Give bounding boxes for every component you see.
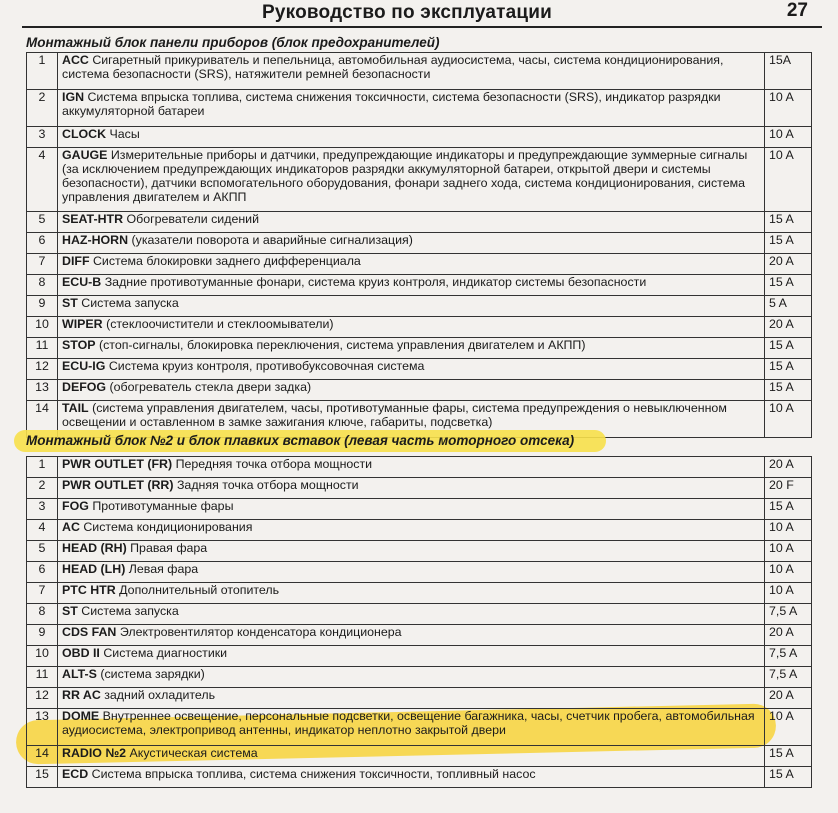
fuse-description <box>58 457 765 478</box>
page-number: 27 <box>786 0 808 21</box>
fuse-rating: 10 A <box>765 401 812 438</box>
fuse-row <box>27 541 812 562</box>
fuse-circuit-text: (указатели поворота и аварийные сигнализация) <box>131 233 413 247</box>
fuse-code: ECD <box>62 767 89 781</box>
fuse-description <box>58 709 765 746</box>
fuse-number: 9 <box>27 296 58 317</box>
fuse-rating: 15 A <box>765 233 812 254</box>
fuse-code: HEAD (RH) <box>62 541 127 555</box>
fuse-number: 2 <box>27 90 58 127</box>
fuse-row <box>27 688 812 709</box>
fuse-code: WIPER <box>62 317 103 331</box>
fuse-number: 14 <box>27 746 58 767</box>
fuse-row <box>27 233 812 254</box>
fuse-description <box>58 254 765 275</box>
fuse-rating: 15 A <box>765 359 812 380</box>
fuse-circuit-text: Внутреннее освещение, персональные подсветки, освещение багажника, часы, счетчик пробега, автомобильная аудиосистема, электропривод антенны, индикатор неплотно закрытой двери <box>62 709 755 737</box>
fuse-circuit-text: Система кондиционирования <box>83 520 253 534</box>
page-title: Руководство по эксплуатации <box>262 2 553 23</box>
fuse-row <box>27 625 812 646</box>
fuse-description <box>58 667 765 688</box>
fuse-code: OBD II <box>62 646 100 660</box>
fuse-rating: 7,5 A <box>765 604 812 625</box>
fuse-circuit-text: Левая фара <box>128 562 199 576</box>
fuse-number: 6 <box>27 233 58 254</box>
fuse-number: 5 <box>27 541 58 562</box>
fuse-number: 7 <box>27 254 58 275</box>
fuse-rating: 7,5 A <box>765 667 812 688</box>
fuse-row <box>27 275 812 296</box>
fuse-code: ECU-B <box>62 275 102 289</box>
fuse-row <box>27 359 812 380</box>
fuse-code: CDS FAN <box>62 625 117 639</box>
fuse-circuit-text: Дополнительный отопитель <box>119 583 280 597</box>
fuse-code: PWR OUTLET (FR) <box>62 457 173 471</box>
fuse-description <box>58 53 765 90</box>
fuse-description <box>58 233 765 254</box>
fuse-number: 4 <box>27 520 58 541</box>
fuse-circuit-text: (стеклоочистители и стеклоомыватели) <box>106 317 334 331</box>
fuse-row <box>27 53 812 90</box>
fuse-rating: 10 A <box>765 127 812 148</box>
fuse-rating: 15 A <box>765 338 812 359</box>
fuse-circuit-text: Сигаретный прикуриватель и пепельница, автомобильная аудиосистема, часы, система кондиционирования, система безопасности (SRS), натяжители ремней безопасности <box>62 53 724 81</box>
page-header <box>22 0 822 28</box>
fuse-number: 13 <box>27 709 58 746</box>
fuse-circuit-text: Измерительные приборы и датчики, предупреждающие индикаторы и предупреждающие зуммерные сигналы (за исключением предупреждающих индикаторов разрядки аккумуляторной батареи, открытой двери и системы безопасности), датчики вспомогательного оборудования, фонари заднего хода, система кондиционирования, система управления двигателем и АКПП <box>62 148 748 204</box>
fuse-number: 2 <box>27 478 58 499</box>
fuse-code: HAZ-HORN <box>62 233 129 247</box>
fuse-circuit-text: Обогреватели сидений <box>126 212 260 226</box>
fuse-description <box>58 746 765 767</box>
fuse-description <box>58 688 765 709</box>
fuse-row <box>27 604 812 625</box>
fuse-rating: 20 A <box>765 688 812 709</box>
fuse-rating: 10 A <box>765 562 812 583</box>
fuse-row <box>27 767 812 788</box>
fuse-rating: 10 A <box>765 148 812 212</box>
fuse-rating: 5 A <box>765 296 812 317</box>
fuse-rating: 15 A <box>765 767 812 788</box>
fuse-circuit-text: Часы <box>109 127 140 141</box>
fuse-circuit-text: Передняя точка отбора мощности <box>175 457 373 471</box>
fuse-code: GAUGE <box>62 148 108 162</box>
fuse-number: 9 <box>27 625 58 646</box>
fuse-description <box>58 127 765 148</box>
fuse-circuit-text: Задние противотуманные фонари, система круиз контроля, индикатор системы безопасности <box>104 275 647 289</box>
fuse-circuit-text: Задняя точка отбора мощности <box>176 478 359 492</box>
fuse-circuit-text: Система запуска <box>81 604 179 618</box>
fuse-description <box>58 296 765 317</box>
fuse-row <box>27 746 812 767</box>
fuse-row <box>27 338 812 359</box>
fuse-description <box>58 338 765 359</box>
fuse-circuit-text: Электровентилятор конденсатора кондиционера <box>119 625 402 639</box>
fuse-rating: 10 A <box>765 520 812 541</box>
fuse-number: 11 <box>27 667 58 688</box>
engine-bay-fuse-table <box>26 456 812 788</box>
section1-title: Монтажный блок панели приборов (блок предохранителей) <box>26 35 440 50</box>
fuse-number: 14 <box>27 401 58 438</box>
fuse-circuit-text: (система управления двигателем, часы, противотуманные фары, система предупреждения о невыключенном освещении и оставленном в замке зажигания ключе, габариты, подсветка) <box>62 401 727 429</box>
fuse-circuit-text: Система блокировки заднего дифференциала <box>92 254 361 268</box>
fuse-code: AC <box>62 520 80 534</box>
fuse-row <box>27 254 812 275</box>
fuse-circuit-text: Система впрыска топлива, система снижения токсичности, топливный насос <box>91 767 536 781</box>
fuse-number: 11 <box>27 338 58 359</box>
fuse-row <box>27 457 812 478</box>
fuse-code: HEAD (LH) <box>62 562 126 576</box>
fuse-code: TAIL <box>62 401 89 415</box>
fuse-code: STOP <box>62 338 96 352</box>
fuse-row <box>27 127 812 148</box>
fuse-rating: 20 A <box>765 457 812 478</box>
fuse-rating: 20 A <box>765 625 812 646</box>
fuse-rating: 20 F <box>765 478 812 499</box>
fuse-description <box>58 275 765 296</box>
fuse-code: DOME <box>62 709 100 723</box>
fuse-rating: 20 A <box>765 254 812 275</box>
fuse-number: 3 <box>27 127 58 148</box>
fuse-code: SEAT-HTR <box>62 212 124 226</box>
fuse-rating: 10 A <box>765 90 812 127</box>
fuse-code: ST <box>62 296 78 310</box>
fuse-rating: 20 A <box>765 317 812 338</box>
fuse-circuit-text: Акустическая система <box>129 746 258 760</box>
fuse-description <box>58 767 765 788</box>
fuse-description <box>58 625 765 646</box>
fuse-rating: 15 A <box>765 380 812 401</box>
fuse-circuit-text: Правая фара <box>130 541 208 555</box>
fuse-number: 1 <box>27 457 58 478</box>
fuse-description <box>58 478 765 499</box>
fuse-description <box>58 380 765 401</box>
fuse-description <box>58 646 765 667</box>
fuse-description <box>58 499 765 520</box>
fuse-number: 15 <box>27 767 58 788</box>
fuse-description <box>58 90 765 127</box>
fuse-code: FOG <box>62 499 89 513</box>
fuse-rating: 7,5 A <box>765 646 812 667</box>
fuse-description <box>58 541 765 562</box>
fuse-number: 6 <box>27 562 58 583</box>
fuse-number: 12 <box>27 359 58 380</box>
fuse-description <box>58 148 765 212</box>
section2-title: Монтажный блок №2 и блок плавких вставок (левая часть моторного отсека) <box>26 433 575 448</box>
fuse-row <box>27 709 812 746</box>
fuse-rating: 15 A <box>765 212 812 233</box>
fuse-code: DEFOG <box>62 380 107 394</box>
fuse-row <box>27 478 812 499</box>
fuse-number: 13 <box>27 380 58 401</box>
fuse-circuit-text: (обогреватель стекла двери задка) <box>109 380 312 394</box>
fuse-row <box>27 499 812 520</box>
fuse-number: 10 <box>27 317 58 338</box>
fuse-number: 1 <box>27 53 58 90</box>
fuse-number: 7 <box>27 583 58 604</box>
fuse-code: RADIO №2 <box>62 746 127 760</box>
fuse-code: CLOCK <box>62 127 107 141</box>
fuse-rating: 10 A <box>765 541 812 562</box>
fuse-rating: 10 A <box>765 583 812 604</box>
fuse-code: ACC <box>62 53 89 67</box>
fuse-number: 8 <box>27 275 58 296</box>
fuse-description <box>58 583 765 604</box>
fuse-rating: 10 A <box>765 709 812 746</box>
fuse-code: IGN <box>62 90 85 104</box>
fuse-row <box>27 296 812 317</box>
fuse-row <box>27 212 812 233</box>
fuse-row <box>27 562 812 583</box>
fuse-circuit-text: Противотуманные фары <box>92 499 234 513</box>
fuse-row <box>27 520 812 541</box>
fuse-code: PWR OUTLET (RR) <box>62 478 174 492</box>
fuse-description <box>58 212 765 233</box>
instrument-panel-fuse-table <box>26 52 812 438</box>
fuse-row <box>27 646 812 667</box>
fuse-rating: 15A <box>765 53 812 90</box>
fuse-row <box>27 90 812 127</box>
fuse-circuit-text: (система зарядки) <box>100 667 205 681</box>
fuse-row <box>27 380 812 401</box>
fuse-number: 3 <box>27 499 58 520</box>
fuse-code: ALT-S <box>62 667 97 681</box>
fuse-description <box>58 520 765 541</box>
fuse-circuit-text: Система впрыска топлива, система снижения токсичности, система безопасности (SRS), индикатор разрядки аккумуляторной батареи <box>62 90 721 118</box>
fuse-rating: 15 A <box>765 499 812 520</box>
fuse-circuit-text: (стоп-сигналы, блокировка переключения, система управления двигателем и АКПП) <box>98 338 586 352</box>
fuse-circuit-text: задний охладитель <box>104 688 216 702</box>
fuse-circuit-text: Система запуска <box>81 296 179 310</box>
fuse-row <box>27 148 812 212</box>
fuse-number: 5 <box>27 212 58 233</box>
fuse-rating: 15 A <box>765 275 812 296</box>
fuse-description <box>58 604 765 625</box>
fuse-code: ST <box>62 604 78 618</box>
fuse-description <box>58 317 765 338</box>
fuse-number: 12 <box>27 688 58 709</box>
fuse-rating: 15 A <box>765 746 812 767</box>
fuse-row <box>27 317 812 338</box>
fuse-description <box>58 562 765 583</box>
fuse-number: 10 <box>27 646 58 667</box>
fuse-code: RR AC <box>62 688 101 702</box>
fuse-number: 8 <box>27 604 58 625</box>
fuse-row <box>27 667 812 688</box>
fuse-code: DIFF <box>62 254 90 268</box>
fuse-code: PTC HTR <box>62 583 116 597</box>
fuse-number: 4 <box>27 148 58 212</box>
fuse-circuit-text: Система диагностики <box>103 646 228 660</box>
fuse-circuit-text: Система круиз контроля, противобуксовочная система <box>108 359 425 373</box>
fuse-description <box>58 359 765 380</box>
fuse-row <box>27 583 812 604</box>
fuse-code: ECU-IG <box>62 359 106 373</box>
